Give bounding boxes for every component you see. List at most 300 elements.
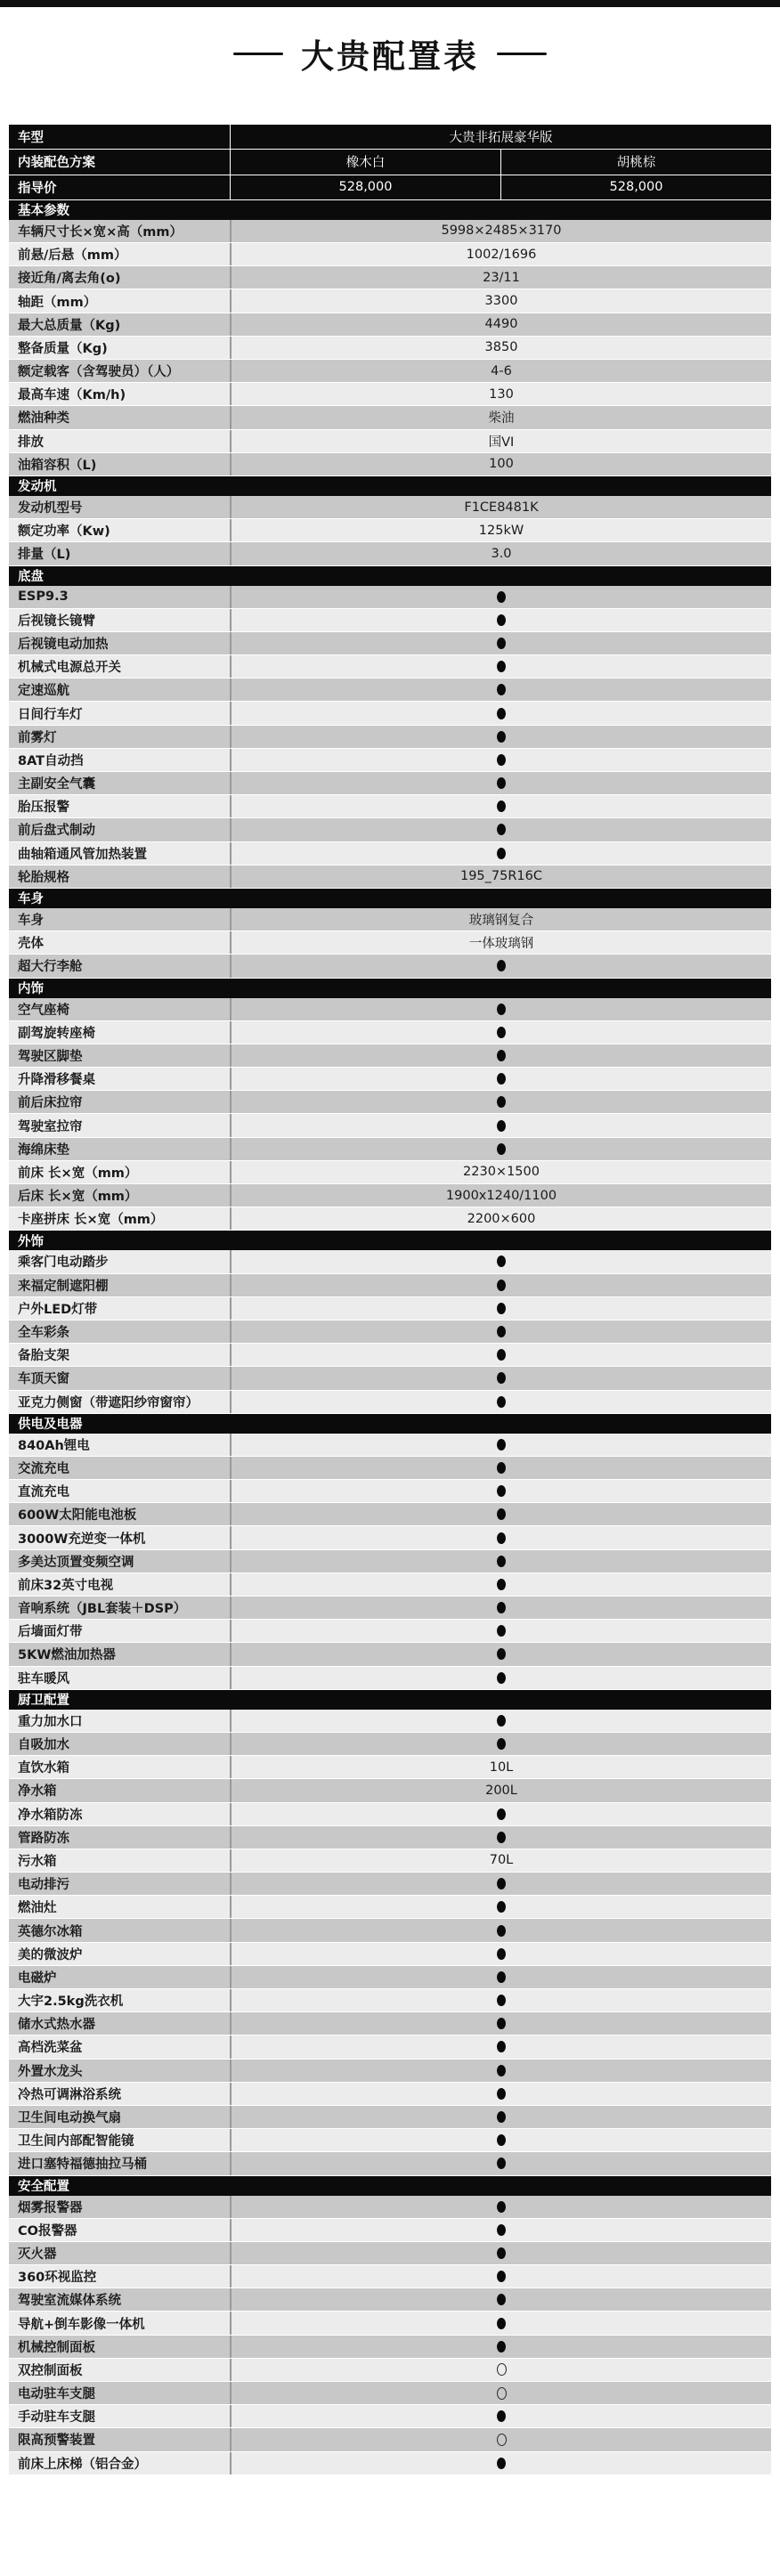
spec-label: 驾驶室流媒体系统 [18, 2294, 121, 2309]
spec-row [9, 1480, 771, 1503]
spec-label: 导航+倒车影像一体机 [18, 2317, 145, 2332]
spec-value [230, 1526, 771, 1548]
standard-dot-icon [497, 1738, 506, 1750]
spec-label: 美的微波炉 [18, 1947, 83, 1962]
spec-row [9, 1138, 771, 1161]
spec-row [9, 609, 771, 632]
standard-dot-icon [497, 591, 506, 603]
spec-label: 净水箱防冻 [18, 1808, 83, 1823]
spec-value: 一体玻璃钢 [230, 931, 771, 954]
spec-value [230, 2129, 771, 2151]
spec-label: 机械控制面板 [18, 2340, 95, 2355]
color-scheme-row-value-2: 胡桃棕 [500, 150, 771, 174]
spec-row [9, 749, 771, 772]
spec-value: 70L [230, 1849, 771, 1872]
spec-label: 副驾旋转座椅 [18, 1026, 95, 1041]
standard-dot-icon [497, 1050, 506, 1061]
optional-circle-icon [497, 2387, 507, 2400]
spec-label: 5KW燃油加热器 [18, 1648, 116, 1663]
standard-dot-icon [497, 2341, 506, 2353]
spec-label: 840Ah锂电 [18, 1438, 90, 1453]
standard-dot-icon [497, 754, 506, 766]
section-header [9, 476, 771, 496]
spec-value [230, 1896, 771, 1918]
color-scheme-row [9, 150, 771, 175]
standard-dot-icon [497, 731, 506, 743]
spec-row [9, 1873, 771, 1896]
spec-label: 空气座椅 [18, 1003, 69, 1018]
spec-label: 8AT自动挡 [18, 753, 84, 768]
section-title: 外饰 [18, 1234, 44, 1249]
spec-row [9, 1896, 771, 1919]
spec-value [230, 2083, 771, 2105]
spec-label: 户外LED灯带 [18, 1302, 98, 1317]
spec-row [9, 1184, 771, 1207]
standard-dot-icon [497, 1143, 506, 1155]
spec-value [230, 2428, 771, 2450]
standard-dot-icon [497, 2318, 506, 2329]
spec-label: 驾驶区脚垫 [18, 1049, 83, 1064]
spec-row [9, 1710, 771, 1733]
section-title: 发动机 [18, 480, 57, 495]
spec-row [9, 406, 771, 429]
spec-row [9, 2219, 771, 2242]
spec-value [230, 1091, 771, 1113]
spec-value [230, 1643, 771, 1665]
spec-row [9, 2152, 771, 2175]
spec-value [230, 2152, 771, 2174]
spec-value [230, 818, 771, 841]
spec-value [230, 2265, 771, 2288]
spec-row [9, 289, 771, 313]
spec-row [9, 1966, 771, 1989]
spec-label: 重力加水口 [18, 1714, 83, 1729]
spec-label: 烟雾报警器 [18, 2200, 83, 2215]
spec-row [9, 908, 771, 931]
spec-value: 100 [230, 453, 771, 475]
spec-value [230, 2452, 771, 2474]
spec-value [230, 2359, 771, 2381]
spec-label: ESP9.3 [18, 589, 69, 605]
optional-circle-icon [497, 2363, 507, 2376]
spec-label: 定速巡航 [18, 684, 69, 699]
section-header [9, 2176, 771, 2196]
spec-row [9, 1367, 771, 1390]
spec-row [9, 2129, 771, 2152]
spec-label: 后墙面灯带 [18, 1625, 83, 1640]
spec-label: 接近角/离去角(o) [18, 272, 121, 287]
spec-row [9, 1503, 771, 1526]
standard-dot-icon [497, 661, 506, 672]
standard-dot-icon [497, 2088, 506, 2100]
standard-dot-icon [497, 1396, 506, 1408]
spec-row [9, 453, 771, 476]
spec-row [9, 586, 771, 609]
spec-row [9, 2083, 771, 2106]
spec-label: 3000W充逆变一体机 [18, 1532, 146, 1547]
spec-label: 前后床拉帘 [18, 1096, 83, 1111]
spec-label: 日间行车灯 [18, 707, 83, 722]
spec-row [9, 2196, 771, 2219]
spec-label: 超大行李舱 [18, 960, 83, 975]
spec-value [230, 955, 771, 977]
standard-dot-icon [497, 848, 506, 859]
spec-value [230, 2405, 771, 2427]
spec-value [230, 2312, 771, 2334]
spec-label: 驻车暖风 [18, 1671, 69, 1686]
spec-label: 电动驻车支腿 [18, 2387, 95, 2402]
standard-dot-icon [497, 1715, 506, 1727]
spec-label: 最大总质量（Kg) [18, 318, 121, 333]
spec-row [9, 1161, 771, 1184]
spec-value: 2200×600 [230, 1207, 771, 1230]
spec-label: CO报警器 [18, 2223, 77, 2239]
spec-label: 电磁炉 [18, 1971, 57, 1986]
spec-label: 车辆尺寸长×宽×高（mm） [18, 224, 183, 240]
spec-value: 国VI [230, 430, 771, 452]
spec-value [230, 1989, 771, 2011]
price-row-value-1: 528,000 [230, 175, 500, 199]
spec-row [9, 1826, 771, 1849]
section-title: 内饰 [18, 982, 44, 997]
section-title: 车身 [18, 892, 44, 907]
spec-row [9, 1250, 771, 1273]
spec-label: 限高预警装置 [18, 2434, 95, 2449]
spec-label: 车身 [18, 914, 44, 929]
spec-value [230, 795, 771, 817]
standard-dot-icon [497, 2458, 506, 2469]
standard-dot-icon [497, 2294, 506, 2305]
spec-value [230, 1826, 771, 1849]
spec-row [9, 1091, 771, 1114]
standard-dot-icon [497, 824, 506, 835]
standard-dot-icon [497, 1832, 506, 1843]
spec-value: 1900x1240/1100 [230, 1184, 771, 1207]
price-row-label: 指导价 [18, 181, 57, 196]
spec-row [9, 1457, 771, 1480]
standard-dot-icon [497, 1648, 506, 1660]
section-title: 厨卫配置 [18, 1694, 69, 1709]
standard-dot-icon [497, 960, 506, 971]
spec-value [230, 1943, 771, 1965]
spec-label: 额定载客（含驾驶员）（人） [18, 365, 180, 380]
section-title: 供电及电器 [18, 1418, 83, 1433]
spec-label: 自吸加水 [18, 1738, 69, 1753]
section-title: 底盘 [18, 570, 44, 585]
spec-label: 直流充电 [18, 1485, 69, 1500]
standard-dot-icon [497, 1326, 506, 1337]
standard-dot-icon [497, 2224, 506, 2236]
spec-label: 电动排污 [18, 1878, 69, 1893]
spec-row [9, 2428, 771, 2451]
spec-label: 管路防冻 [18, 1831, 69, 1846]
color-scheme-row-label: 内装配色方案 [18, 156, 95, 171]
spec-row [9, 1989, 771, 2012]
spec-row [9, 1321, 771, 1344]
spec-label: 音响系统（JBL套装＋DSP） [18, 1602, 187, 1617]
spec-value: 3300 [230, 289, 771, 312]
spec-label: 驾驶室拉帘 [18, 1119, 83, 1134]
spec-row [9, 2336, 771, 2359]
spec-row [9, 2036, 771, 2059]
section-title: 基本参数 [18, 204, 69, 219]
spec-row [9, 2405, 771, 2428]
spec-value: 125kW [230, 519, 771, 541]
spec-value [230, 2242, 771, 2264]
spec-value [230, 2288, 771, 2311]
section-header [9, 1414, 771, 1434]
spec-label: 排量（L) [18, 548, 71, 563]
spec-label: 排放 [18, 435, 44, 450]
standard-dot-icon [497, 1073, 506, 1085]
spec-value [230, 1321, 771, 1343]
standard-dot-icon [497, 1532, 506, 1544]
standard-dot-icon [497, 1579, 506, 1590]
spec-value [230, 2106, 771, 2128]
spec-value [230, 1597, 771, 1619]
spec-value [230, 1391, 771, 1413]
standard-dot-icon [497, 1372, 506, 1384]
spec-row [9, 2265, 771, 2288]
spec-row [9, 2060, 771, 2083]
spec-row [9, 2288, 771, 2312]
spec-row [9, 2012, 771, 2036]
spec-value [230, 1114, 771, 1136]
spec-label: 大宇2.5kg洗衣机 [18, 1995, 124, 2010]
spec-row [9, 1068, 771, 1091]
spec-label: 升降滑移餐桌 [18, 1073, 95, 1088]
spec-label: 油箱容积（L) [18, 458, 97, 473]
standard-dot-icon [497, 2158, 506, 2169]
standard-dot-icon [497, 2201, 506, 2213]
spec-row [9, 2382, 771, 2405]
standard-dot-icon [497, 1255, 506, 1267]
spec-value [230, 1503, 771, 1525]
spec-value [230, 1344, 771, 1366]
spec-value [230, 2012, 771, 2035]
spec-row [9, 1021, 771, 1044]
standard-dot-icon [497, 2041, 506, 2052]
spec-value: 23/11 [230, 266, 771, 288]
standard-dot-icon [497, 1971, 506, 1983]
standard-dot-icon [497, 2111, 506, 2123]
spec-value [230, 1068, 771, 1090]
spec-value: 5998×2485×3170 [230, 220, 771, 242]
standard-dot-icon [497, 1439, 506, 1451]
spec-label: 前后盘式制动 [18, 824, 95, 839]
spec-value: 玻璃钢复合 [230, 908, 771, 930]
spec-label: 净水箱 [18, 1784, 57, 1800]
spec-value: 200L [230, 1779, 771, 1801]
spec-row [9, 1803, 771, 1826]
price-row [9, 175, 771, 200]
section-header [9, 979, 771, 998]
color-scheme-row-value-1: 橡木白 [230, 150, 500, 174]
spec-value [230, 1138, 771, 1160]
spec-value [230, 1457, 771, 1479]
standard-dot-icon [497, 1672, 506, 1684]
standard-dot-icon [497, 638, 506, 649]
spec-row [9, 1044, 771, 1068]
spec-value [230, 1250, 771, 1272]
spec-row [9, 1526, 771, 1549]
spec-row [9, 931, 771, 955]
standard-dot-icon [497, 1120, 506, 1132]
spec-row [9, 2359, 771, 2382]
standard-dot-icon [497, 1901, 506, 1913]
standard-dot-icon [497, 777, 506, 789]
top-black-bar [0, 0, 780, 7]
spec-value [230, 1021, 771, 1044]
spec-label: 亚克力侧窗（带遮阳纱帘窗帘） [18, 1395, 199, 1410]
spec-row [9, 496, 771, 519]
spec-row [9, 2242, 771, 2265]
spec-row [9, 542, 771, 565]
section-header [9, 200, 771, 220]
standard-dot-icon [497, 2271, 506, 2282]
spec-label: 进口塞特福德抽拉马桶 [18, 2158, 147, 2173]
spec-label: 冷热可调淋浴系统 [18, 2087, 121, 2102]
spec-value: 3850 [230, 337, 771, 359]
spec-row [9, 1434, 771, 1457]
spec-label: 卫生间内部配智能镜 [18, 2134, 134, 2149]
spec-value [230, 2060, 771, 2082]
standard-dot-icon [497, 2018, 506, 2029]
spec-row [9, 702, 771, 725]
spec-row [9, 1643, 771, 1666]
spec-row [9, 865, 771, 889]
spec-row [9, 243, 771, 266]
spec-label: 机械式电源总开关 [18, 661, 121, 676]
spec-label: 海绵床垫 [18, 1142, 69, 1158]
spec-row [9, 1114, 771, 1137]
spec-label: 污水箱 [18, 1854, 57, 1869]
spec-label: 手动驻车支腿 [18, 2410, 95, 2426]
spec-value [230, 726, 771, 748]
spec-value: F1CE8481K [230, 496, 771, 518]
spec-value [230, 632, 771, 654]
spec-row [9, 842, 771, 865]
spec-row [9, 2312, 771, 2335]
spec-label: 灭火器 [18, 2247, 57, 2262]
spec-label: 后视镜电动加热 [18, 637, 109, 652]
spec-row [9, 1573, 771, 1597]
spec-label: 车顶天窗 [18, 1372, 69, 1387]
spec-row [9, 726, 771, 749]
spec-label: 燃油灶 [18, 1901, 57, 1916]
model-row-label: 车型 [18, 131, 44, 146]
spec-label: 前床上床梯（铝合金） [18, 2457, 147, 2472]
spec-value [230, 1274, 771, 1296]
section-header [9, 1231, 771, 1250]
spec-row [9, 1756, 771, 1779]
standard-dot-icon [497, 684, 506, 695]
model-row [9, 125, 771, 150]
spec-label: 卫生间电动换气扇 [18, 2111, 121, 2126]
title-left-dash [233, 53, 283, 55]
standard-dot-icon [497, 1303, 506, 1314]
spec-value [230, 1919, 771, 1941]
standard-dot-icon [497, 1027, 506, 1038]
spec-table [9, 125, 771, 2475]
spec-row [9, 2106, 771, 2129]
spec-label: 前床32英寸电视 [18, 1578, 114, 1593]
section-title: 安全配置 [18, 2180, 69, 2195]
spec-label: 双控制面板 [18, 2363, 83, 2378]
spec-label: 前悬/后悬（mm） [18, 248, 127, 264]
standard-dot-icon [497, 2065, 506, 2076]
spec-label: 乘客门电动踏步 [18, 1255, 109, 1271]
standard-dot-icon [497, 1925, 506, 1937]
spec-label: 全车彩条 [18, 1326, 69, 1341]
standard-dot-icon [497, 708, 506, 719]
standard-dot-icon [497, 1004, 506, 1015]
spec-label: 轮胎规格 [18, 870, 69, 885]
spec-row [9, 1849, 771, 1873]
spec-row [9, 772, 771, 795]
standard-dot-icon [497, 1878, 506, 1889]
standard-dot-icon [497, 2247, 506, 2259]
spec-value [230, 1620, 771, 1642]
spec-row [9, 1597, 771, 1620]
spec-value: 10L [230, 1756, 771, 1778]
spec-row [9, 1620, 771, 1643]
spec-value [230, 1480, 771, 1502]
spec-label: 多美达顶置变频空调 [18, 1555, 134, 1570]
spec-value [230, 842, 771, 865]
spec-value: 195_75R16C [230, 865, 771, 888]
spec-row [9, 430, 771, 453]
spec-value [230, 1733, 771, 1755]
spec-value [230, 2036, 771, 2058]
standard-dot-icon [497, 2410, 506, 2422]
standard-dot-icon [497, 1808, 506, 1820]
spec-value [230, 1550, 771, 1572]
spec-value [230, 586, 771, 608]
spec-label: 前雾灯 [18, 730, 57, 745]
standard-dot-icon [497, 2134, 506, 2146]
spec-value [230, 2382, 771, 2404]
spec-value [230, 1573, 771, 1596]
spec-value: 130 [230, 383, 771, 405]
spec-row [9, 998, 771, 1021]
spec-value [230, 772, 771, 794]
spec-value [230, 998, 771, 1020]
spec-value [230, 1367, 771, 1389]
spec-value [230, 2219, 771, 2241]
spec-label: 胎压报警 [18, 800, 69, 816]
standard-dot-icon [497, 1462, 506, 1474]
spec-label: 交流充电 [18, 1461, 69, 1476]
spec-row [9, 2452, 771, 2475]
spec-value [230, 1297, 771, 1320]
section-header [9, 566, 771, 586]
spec-value: 4490 [230, 313, 771, 336]
spec-row [9, 360, 771, 383]
spec-label: 燃油种类 [18, 411, 69, 427]
spec-row [9, 1274, 771, 1297]
spec-label: 壳体 [18, 937, 44, 952]
optional-circle-icon [497, 2434, 507, 2446]
section-header [9, 1690, 771, 1710]
spec-row [9, 679, 771, 702]
standard-dot-icon [497, 1485, 506, 1497]
spec-value [230, 2196, 771, 2218]
spec-row [9, 1391, 771, 1414]
spec-label: 曲轴箱通风管加热装置 [18, 847, 147, 862]
title-block [0, 7, 780, 100]
standard-dot-icon [497, 614, 506, 626]
